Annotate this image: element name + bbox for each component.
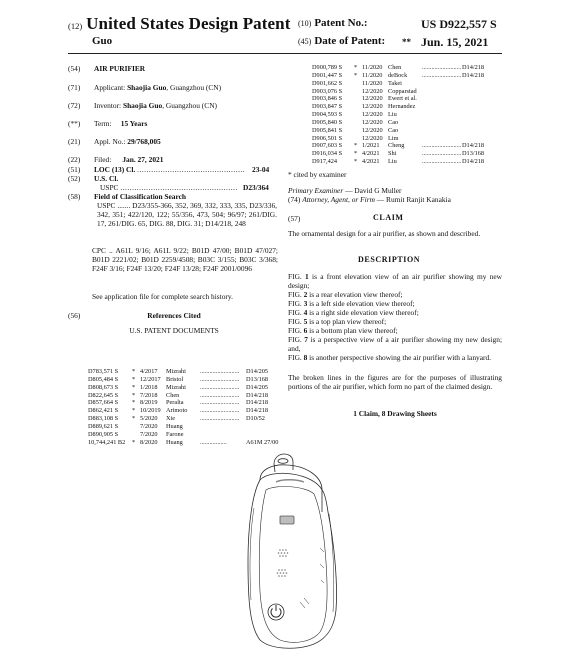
figure-prefix: FIG. [288,290,304,299]
reference-number: D904,593 S [312,111,343,119]
claim-text: The ornamental design for a air purifier, as shown and described. [288,229,481,238]
reference-number: D808,673 S [88,383,119,391]
reference-name: Liu [388,111,397,119]
reference-name: Cao [388,118,399,126]
figure-description [288,353,502,362]
field-tag: (**) [68,119,81,128]
patent-title: United States Design Patent [86,14,291,33]
reference-date: 5/2020 [140,415,158,423]
inventor-surname: Guo [92,35,113,47]
figure-prefix: FIG. [288,299,304,308]
figure-text: is a left side elevation view thereof; [307,299,415,308]
air-purifier-drawing [220,452,356,650]
figure-description [288,317,502,326]
reference-class: D14/218 [462,64,485,71]
figure-text: is a perspective view of a air purifier showing my new design; and, [288,335,502,353]
reference-date: 10/2019 [140,407,161,415]
patent-number: US D922,557 S [421,17,497,31]
search-uspc-text: USPC ....... D23/355-366, 352, 369, 332, 333, 335, D23/336, 342, 351; 422/120, 122; 55/356, 473, 504; 96/97; 261/DIG. 17, 261/DIG. 65, DIG. 88, DIG. 31; D14/218, 248 [97,201,277,228]
us-patent-documents-heading: U.S. PATENT DOCUMENTS [129,326,219,335]
field-57-tag: (57) [288,214,301,223]
figure-description [288,335,502,353]
primary-examiner-name: — David G Muller [343,186,402,195]
reference-class: D14/205 [246,368,269,375]
reference-number: D916,034 S [312,150,343,158]
reference-name: Cao [388,126,399,134]
appl-no-value: 29/768,005 [127,137,161,146]
top-nozzle [274,454,293,470]
attorney-name: — Rumit Ranjit Kanakia [374,195,451,204]
reference-examiner-mark: * [132,399,136,407]
reference-examiner-mark: * [354,142,358,150]
figure-number: 2 [303,290,308,299]
reference-name: Chen [166,391,180,399]
leader-dots: ......................... [422,150,462,158]
leader-dots: ......................... [200,383,240,391]
reference-name: Hernandez [388,103,416,111]
reference-class: D10/52 [246,415,265,423]
field-tag: (74) [288,195,301,204]
figure-prefix: FIG. [288,335,305,344]
term-extension-stars: ** [402,37,411,47]
leader-dots: ......................... [422,71,462,79]
us-cl-label: U.S. Cl. [94,174,119,183]
patent-date-line [298,35,489,49]
reference-name: Mizrahi [166,383,186,391]
figure-prefix: FIG. [288,317,304,326]
reference-name: Chen [388,64,402,71]
reference-class: D14/218 [462,71,485,79]
reference-date: 7/2020 [140,422,158,430]
leader-dots: .................................................. [120,183,238,192]
reference-number: D822,645 S [88,391,119,399]
figure-text: is a rear elevation view thereof; [307,290,403,299]
reference-name: Takei [388,79,402,87]
header-tag-10: (10) [298,19,312,28]
field-tag: (58) [68,192,81,201]
reference-date: 7/2018 [140,391,158,399]
reference-number: D805,484 S [88,375,119,383]
field-tag: (21) [68,137,81,146]
reference-number: D783,571 S [88,368,119,375]
patent-number-line [298,17,497,31]
reference-class: D14/218 [246,407,269,415]
front-panel [259,487,327,643]
reference-number: D903,847 S [312,103,343,111]
figure-text: is a bottom plan view thereof; [307,326,398,335]
reference-examiner-mark: * [132,375,136,383]
reference-name: Mizrahi [166,368,186,375]
reference-name: Ewert et al. [388,95,417,103]
header-tag-45: (45) [298,37,312,46]
reference-examiner-mark: * [354,150,358,158]
figure-description [288,290,502,299]
reference-name: Xie [166,415,176,423]
reference-number: D905,841 S [312,126,343,134]
field-tag: (52) [68,174,81,183]
references-cited-heading: References Cited [147,311,201,320]
figure-text: is a top plan view thereof; [307,317,387,326]
figure-description [288,326,502,335]
reference-class: D14/205 [246,383,269,391]
reference-number: D883,108 S [88,415,119,423]
broken-lines-note: The broken lines in the figures are for the purposes of illustrating portions of the air purifier, which form no part of the claimed design. [288,373,502,391]
reference-examiner-mark: * [354,64,358,71]
figure-number: 4 [303,308,308,317]
leader-dots: ......................... [200,391,240,399]
reference-date: 12/2020 [362,87,383,95]
reference-date: 4/2017 [140,368,158,375]
header-rule [68,53,502,54]
figure-number: 6 [303,326,308,335]
reference-date: 12/2020 [362,126,383,134]
reference-date: 8/2019 [140,399,158,407]
filed-label: Filed: [94,155,112,164]
search-cpc-text: CPC .. A61L 9/16; A61L 9/22; B01D 47/00; B01D 47/027; B01D 2221/02; B01D 2259/4508; B03C 3/155; B03C 3/368; F24F 3/16; F24F 13/20; F24F 13/28; F24F 2001/0096 [92,246,278,273]
reference-examiner-mark: * [354,158,358,166]
patent-date: Jun. 15, 2021 [421,35,489,49]
field-tag: (71) [68,83,81,92]
reference-date: 11/2020 [362,71,383,79]
figure-prefix: FIG. [288,353,304,362]
reference-name: Peralta [166,399,184,407]
reference-examiner-mark: * [132,383,136,391]
reference-date: 1/2021 [362,142,380,150]
figure-prefix: FIG. [288,326,304,335]
body-outline [248,480,337,648]
figure-description [288,308,502,317]
reference-name: Liu [388,158,397,166]
figure-description-list [288,272,502,362]
claim-heading: CLAIM [373,213,404,222]
figure-description [288,272,502,290]
reference-date: 1/2018 [140,383,158,391]
term-value: 15 Years [120,119,148,128]
figure-number: 1 [305,272,309,281]
reference-class: D13/168 [246,375,269,383]
field-tag: (22) [68,155,81,164]
reference-name: Arimoto [166,407,188,415]
leader-dots: ................. [200,438,227,446]
figure-text: is a right side elevation view thereof; [307,308,419,317]
reference-name: Huang [166,422,183,430]
leader-dots: ......................... [422,64,462,71]
figure-text: is a front elevation view of an air purifier showing my new design; [288,272,502,290]
reference-class: D14/218 [462,142,485,150]
figure-number: 7 [304,335,308,344]
leader-dots: ......................... [200,407,240,415]
reference-number: D890,905 S [88,430,119,438]
leader-dots: ......................... [200,415,240,423]
reference-number: D901,447 S [312,71,343,79]
reference-examiner-mark: * [132,368,136,375]
reference-date: 7/2020 [140,430,158,438]
patent-number-label: Patent No.: [314,17,368,29]
field-tag: (51) [68,165,81,174]
leader-dots: ......................... [200,399,240,407]
attorney-line [288,195,502,204]
applicant-place: , Guangzhou (CN) [166,83,222,92]
search-label: Field of Classification Search [94,192,187,201]
leader-dots: ......................... [200,368,240,375]
field-tag: (54) [68,64,81,73]
figure-description [288,299,502,308]
search-history-note: See application file for complete search history. [92,292,233,301]
reference-class: D13/168 [462,150,485,158]
reference-date: 4/2021 [362,150,380,158]
filed-value: Jan. 27, 2021 [122,155,164,164]
leader-dots: .............................................. [137,165,246,174]
reference-date: 12/2020 [362,103,383,111]
uspc-line [100,183,238,192]
claims-sheets-count: 1 Claim, 8 Drawing Sheets [353,409,437,418]
reference-number: D862,421 S [88,407,119,415]
reference-class: D14/218 [246,399,269,407]
reference-number: D903,076 S [312,87,343,95]
reference-date: 12/2020 [362,95,383,103]
reference-number: D917,424 [312,158,338,166]
inventor-place: , Guangzhou (CN) [162,101,217,110]
primary-examiner-label: Primary Examiner [288,186,344,195]
leader-dots: ......................... [422,142,462,150]
reference-number: D900,789 S [312,64,343,71]
cited-by-examiner: * cited by examiner [288,170,347,179]
applicant-name: Shaojia Guo [127,83,167,92]
reference-name: Copparstad [388,87,417,95]
reference-examiner-mark: * [132,438,136,446]
term-label: Term: [94,119,112,128]
reference-examiner-mark: * [354,71,358,79]
loc-value: 23-04 [252,165,270,174]
field-tag: (72) [68,101,81,110]
reference-number: D906,501 S [312,134,343,142]
figure-prefix: FIG. [288,308,304,317]
figure-number: 5 [303,317,308,326]
reference-name: deBock [388,71,408,79]
reference-number: D903,846 S [312,95,343,103]
reference-date: 4/2021 [362,158,380,166]
field-56-tag: (56) [68,311,81,320]
leader-dots: ......................... [200,375,240,383]
description-heading: DESCRIPTION [358,255,421,264]
applicant-label: Applicant: [94,83,126,92]
reference-number: D901,662 S [312,79,343,87]
reference-number: D857,664 S [88,399,119,407]
figure-number: 8 [303,353,308,362]
design-title: AIR PURIFIER [94,64,146,73]
reference-class: D14/218 [246,391,269,399]
figure-text: is another perspective showing the air purifier with a lanyard. [307,353,491,362]
reference-examiner-mark: * [132,415,136,423]
display-window [280,516,294,524]
figure-prefix: FIG. [288,272,306,281]
reference-date: 12/2017 [140,375,161,383]
reference-name: Shi [388,150,397,158]
attorney-label: Attorney, Agent, or Firm [302,195,375,204]
leader-dots: ......................... [422,158,462,166]
uspc-label: USPC [100,183,119,192]
reference-date: 11/2020 [362,79,383,87]
inventor-name: Shaojia Guo [122,101,163,110]
reference-name: Cheng [388,142,405,150]
appl-no-label: Appl. No.: [94,137,126,146]
patent-header-title-line [68,14,291,34]
reference-examiner-mark: * [132,391,136,399]
vent-holes [277,549,289,577]
reference-date: 12/2020 [362,134,383,142]
reference-number: D907,603 S [312,142,343,150]
reference-number: 10,744,241 B2 [88,438,126,446]
header-tag-12: (12) [68,21,83,31]
reference-name: Farone [166,430,184,438]
reference-number: D905,840 S [312,118,343,126]
primary-examiner [288,186,502,195]
loc-label: LOC (13) Cl. [94,165,136,174]
figure-number: 3 [303,299,308,308]
reference-number: D889,621 S [88,422,119,430]
inventor-label: Inventor: [94,101,122,110]
reference-date: 8/2020 [140,438,158,446]
reference-class: D14/218 [462,158,485,166]
reference-class: A61M 27/00 [246,438,279,446]
reference-examiner-mark: * [132,407,136,415]
reference-name: Lim [388,134,399,142]
reference-date: 11/2020 [362,64,383,71]
reference-date: 12/2020 [362,118,383,126]
patent-date-label: Date of Patent: [314,35,386,47]
uspc-value: D23/364 [243,183,269,192]
reference-name: Bristol [166,375,184,383]
reference-name: Huang [166,438,183,446]
reference-date: 12/2020 [362,111,383,119]
